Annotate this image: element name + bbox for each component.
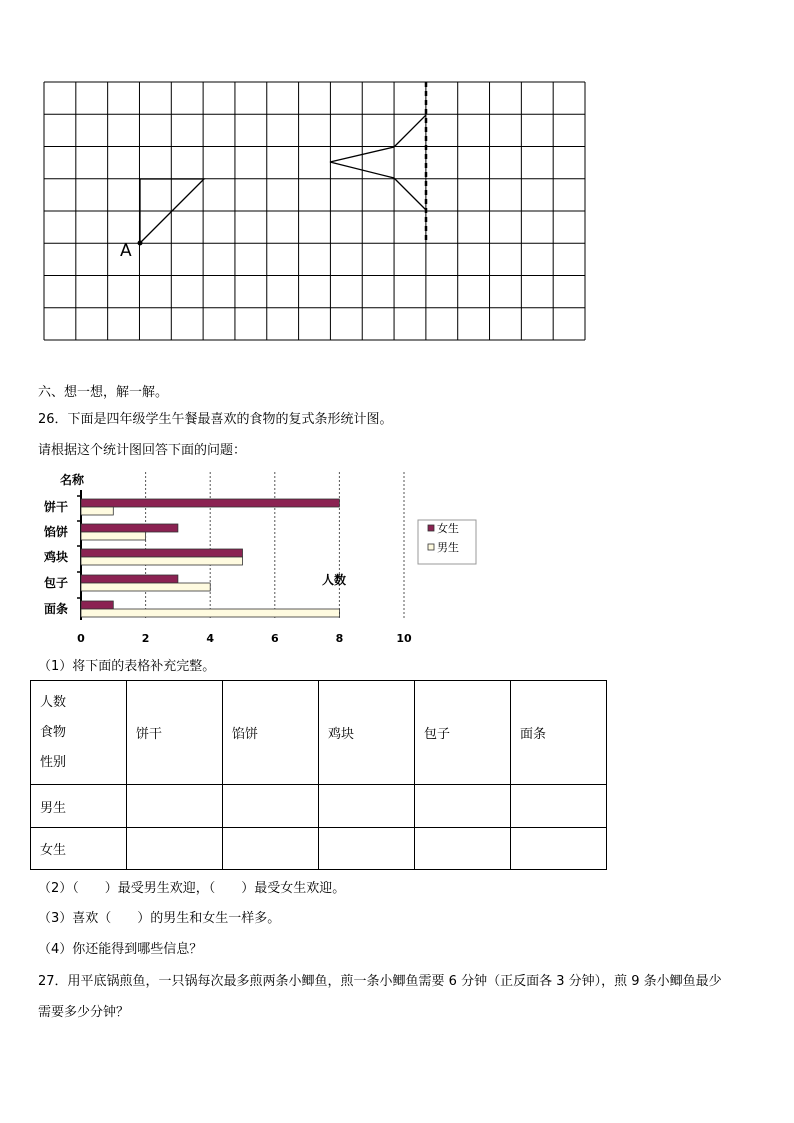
chart-bar bbox=[81, 524, 178, 532]
bar-chart bbox=[0, 460, 794, 650]
chart-x-tick-label: 8 bbox=[335, 632, 344, 645]
chart-bar bbox=[81, 557, 243, 565]
chart-bar bbox=[81, 575, 178, 583]
chart-x-tick-label: 6 bbox=[270, 632, 279, 645]
col-header: 馅饼 bbox=[223, 681, 319, 785]
table-row bbox=[31, 785, 607, 828]
chart-x-tick-label: 2 bbox=[141, 632, 150, 645]
half-arrow-shape bbox=[330, 115, 426, 210]
point-a-dot bbox=[138, 241, 143, 246]
answer-cell[interactable] bbox=[223, 828, 319, 870]
col-header: 面条 bbox=[511, 681, 607, 785]
answer-cell[interactable] bbox=[511, 828, 607, 870]
row-label: 女生 bbox=[31, 828, 127, 870]
chart-category-label: 饼干 bbox=[44, 500, 69, 514]
answer-cell[interactable] bbox=[319, 785, 415, 828]
chart-bar bbox=[81, 601, 113, 609]
table-header-row bbox=[31, 681, 607, 785]
q27-line-2: 需要多少分钟？ bbox=[38, 1005, 130, 1020]
q26-sub2: （2）（ ）最受男生欢迎，（ ）最受女生欢迎。 bbox=[38, 881, 346, 896]
corner-line-2: 食物 bbox=[40, 724, 67, 740]
q27-line-1: 27．用平底锅煎鱼，一只锅每次最多煎两条小鲫鱼，煎一条小鲫鱼需要 6 分钟（正反面各 3 分钟），煎 9 条小鲫鱼最少 bbox=[38, 974, 722, 989]
answer-cell[interactable] bbox=[511, 785, 607, 828]
answer-cell[interactable] bbox=[319, 828, 415, 870]
row-label: 男生 bbox=[31, 785, 127, 828]
chart-bar bbox=[81, 549, 243, 557]
grid-lines bbox=[44, 82, 585, 340]
chart-legend-label: 男生 bbox=[437, 541, 459, 554]
grid-figure bbox=[0, 0, 794, 360]
chart-bar bbox=[81, 532, 146, 540]
chart-legend-swatch bbox=[428, 525, 434, 531]
chart-legend-swatch bbox=[428, 544, 434, 550]
chart-x-tick-label: 4 bbox=[206, 632, 215, 645]
answer-cell[interactable] bbox=[127, 785, 223, 828]
q26-instruction: 请根据这个统计图回答下面的问题： bbox=[38, 443, 247, 458]
answer-cell[interactable] bbox=[127, 828, 223, 870]
table-corner-cell bbox=[31, 681, 127, 785]
chart-category-label: 鸡块 bbox=[44, 550, 69, 564]
chart-category-label: 馅饼 bbox=[44, 525, 69, 539]
answer-cell[interactable] bbox=[415, 828, 511, 870]
chart-x-tick-label: 10 bbox=[396, 632, 412, 645]
chart-xlabel: 人数 bbox=[322, 573, 347, 587]
point-a-label: A bbox=[120, 241, 132, 261]
chart-category-label: 包子 bbox=[44, 576, 69, 590]
chart-bar bbox=[81, 507, 113, 515]
answer-cell[interactable] bbox=[223, 785, 319, 828]
corner-line-3: 性别 bbox=[40, 754, 67, 770]
corner-line-1: 人数 bbox=[40, 694, 67, 710]
answer-cell[interactable] bbox=[415, 785, 511, 828]
col-header: 饼干 bbox=[127, 681, 223, 785]
q26-title: 26．下面是四年级学生午餐最喜欢的食物的复式条形统计图。 bbox=[38, 412, 393, 427]
table-row bbox=[31, 828, 607, 870]
q26-sub4: （4）你还能得到哪些信息？ bbox=[38, 942, 203, 957]
chart-category-label: 面条 bbox=[44, 602, 69, 616]
chart-bar bbox=[81, 583, 210, 591]
col-header: 鸡块 bbox=[319, 681, 415, 785]
chart-bar bbox=[81, 609, 339, 617]
q26-sub3: （3）喜欢（ ）的男生和女生一样多。 bbox=[38, 911, 281, 926]
chart-legend-label: 女生 bbox=[437, 522, 459, 535]
chart-x-tick-label: 0 bbox=[77, 632, 85, 645]
section-title: 六、想一想，解一解。 bbox=[38, 385, 169, 400]
chart-bar bbox=[81, 499, 339, 507]
col-header: 包子 bbox=[415, 681, 511, 785]
chart-ylabel: 名称 bbox=[60, 473, 85, 487]
q26-sub1: （1）将下面的表格补充完整。 bbox=[38, 659, 216, 674]
answer-table bbox=[30, 680, 607, 870]
